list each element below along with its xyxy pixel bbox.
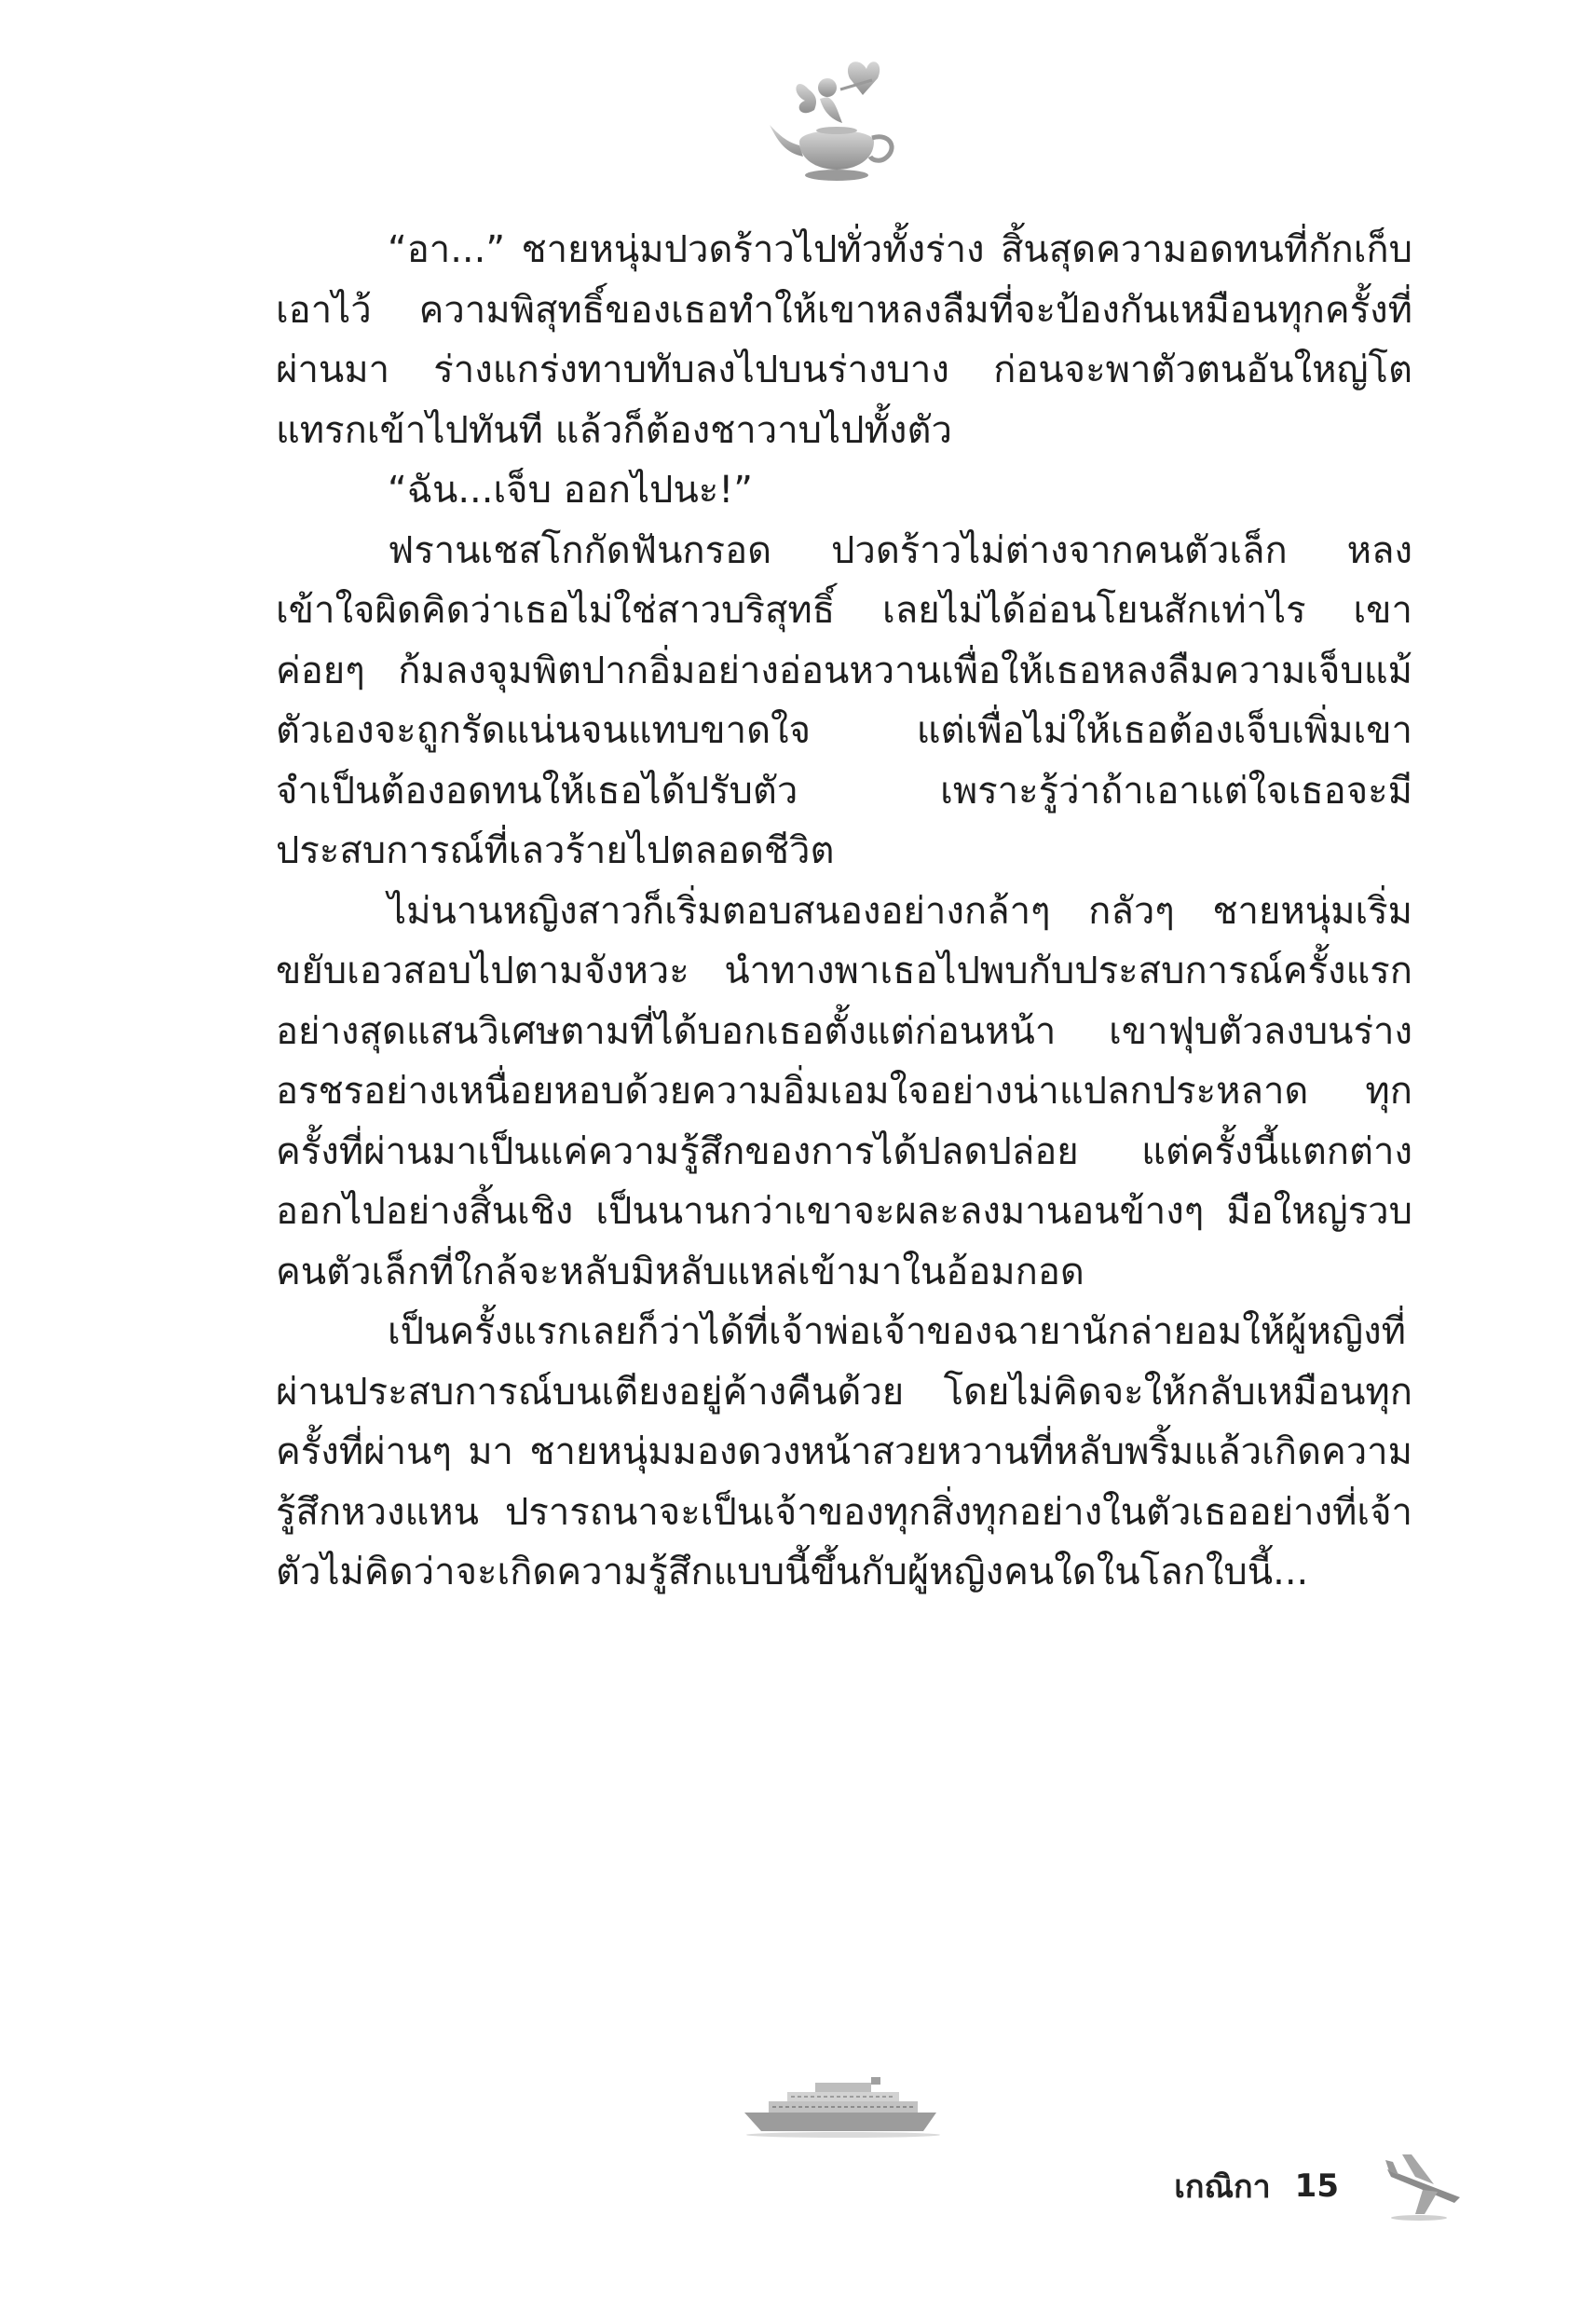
book-title: เกณิกา [1174,2168,1271,2206]
paragraph: “ฉัน...เจ็บ ออกไปนะ!” [388,469,754,512]
paragraph: “อา...” ชายหนุ่มปวดร้าวไปทั่วทั้งร่าง สิ้นสุดความอดทนที่กักเก็บเอาไว้ ความพิสุทธิ์ของเธอทำให้เขาหลงลืมที่จะป้องกันเหมือนทุกครั้งที่ผ่านมา ร่างแกร่งทาบทับลงไปบนร่างบาง ก่อนจะพาตัวตนอันใหญ่โตแทรกเข้าไปทันที แล้วก็ต้องชาวาบไปทั้งตัว [276,228,1412,452]
paragraph: เป็นครั้งแรกเลยก็ว่าได้ที่เจ้าพ่อเจ้าของฉายานักล่ายอมให้ผู้หญิงที่ผ่านประสบการณ์บนเตียงอยู่ค้างคืนด้วย โดยไม่คิดจะให้กลับเหมือนทุกครั้งที่ผ่านๆ มา ชายหนุ่มมองดวงหน้าสวยหวานที่หลับพริ้มแล้วเกิดความรู้สึกหวงแหน ปรารถนาจะเป็นเจ้าของทุกสิ่งทุกอย่างในตัวเธออย่างที่เจ้าตัวไม่คิดว่าจะเกิดความรู้สึกแบบนี้ขึ้นกับผู้หญิงคนใดในโลกใบนี้... [276,1310,1412,1593]
paragraph: ฟรานเชสโกกัดฟันกรอด ปวดร้าวไม่ต่างจากคนตัวเล็ก หลงเข้าใจผิดคิดว่าเธอไม่ใช่สาวบริสุทธิ์ เลยไม่ได้อ่อนโยนสักเท่าไร เขาค่อยๆ ก้มลงจุมพิตปากอิ่มอย่างอ่อนหวานเพื่อให้เธอหลงลืมความเจ็บแม้ตัวเองจะถูกรัดแน่นจนแทบขาดใจ แต่เพื่อไม่ให้เธอต้องเจ็บเพิ่มเขาจำเป็นต้องอดทนให้เธอได้ปรับตัว เพราะรู้ว่าถ้าเอาแต่ใจเธอจะมีประสบการณ์ที่เลวร้ายไปตลอดชีวิต [276,528,1412,872]
story-text [276,220,1412,1603]
page-number: 15 [1294,2167,1339,2205]
airplane-icon [1382,2149,1466,2223]
page-footer [1174,2149,1466,2223]
cruise-ship-icon [741,2073,946,2139]
cupid-teapot-ornament-icon [762,52,911,192]
paragraph: ไม่นานหญิงสาวก็เริ่มตอบสนองอย่างกล้าๆ กลัวๆ ชายหนุ่มเริ่มขยับเอวสอบไปตามจังหวะ นำทางพาเธอไปพบกับประสบการณ์ครั้งแรกอย่างสุดแสนวิเศษตามที่ได้บอกเธอตั้งแต่ก่อนหน้า เขาฟุบตัวลงบนร่างอรชรอย่างเหนื่อยหอบด้วยความอิ่มเอมใจอย่างน่าแปลกประหลาด ทุกครั้งที่ผ่านมาเป็นแค่ความรู้สึกของการได้ปลดปล่อย แต่ครั้งนี้แตกต่างออกไปอย่างสิ้นเชิง เป็นนานกว่าเขาจะผละลงมานอนข้างๆ มือใหญ่รวบคนตัวเล็กที่ใกล้จะหลับมิหลับแหล่เข้ามาในอ้อมกอด [276,889,1412,1293]
